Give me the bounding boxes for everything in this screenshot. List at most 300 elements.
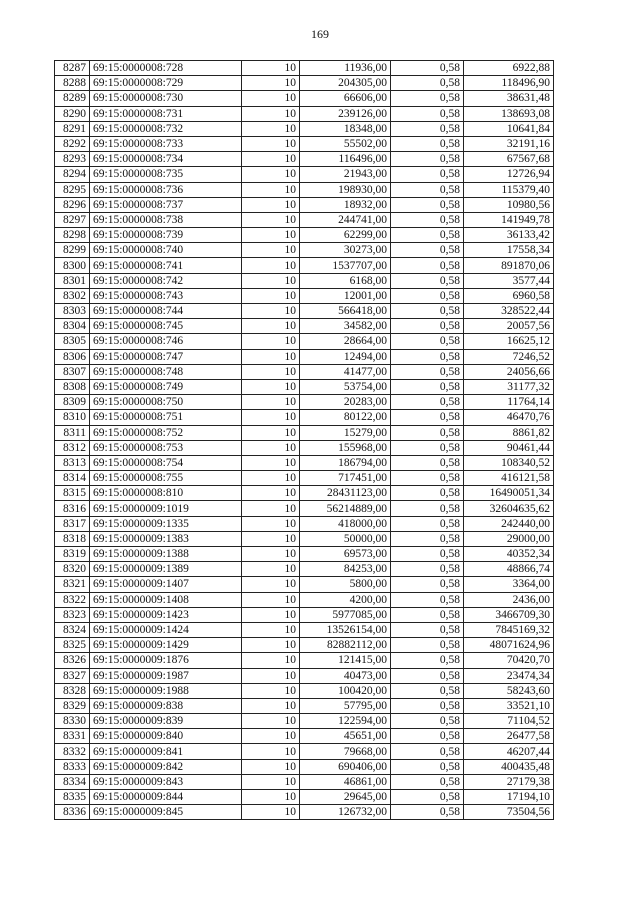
coefficient-cell: 0,58 (391, 410, 464, 425)
row-number-cell: 8307 (55, 364, 90, 379)
cadastral-number-cell: 69:15:0000009:1988 (90, 683, 242, 698)
cadastral-number-cell: 69:15:0000008:743 (90, 288, 242, 303)
table-row (55, 501, 554, 516)
area-cell: 4200,00 (300, 592, 391, 607)
coefficient-cell: 0,58 (391, 197, 464, 212)
cadastral-number-cell: 69:15:0000008:736 (90, 182, 242, 197)
amount-cell: 48071624,96 (464, 638, 554, 653)
coefficient-cell: 0,58 (391, 440, 464, 455)
table-row (55, 91, 554, 106)
amount-cell: 71104,52 (464, 714, 554, 729)
row-number-cell: 8309 (55, 395, 90, 410)
cadastral-number-cell: 69:15:0000009:1383 (90, 531, 242, 546)
coefficient-cell: 0,58 (391, 805, 464, 820)
table-row (55, 319, 554, 334)
rate-cell: 10 (242, 304, 300, 319)
cadastral-number-cell: 69:15:0000008:749 (90, 379, 242, 394)
cadastral-number-cell: 69:15:0000008:741 (90, 258, 242, 273)
coefficient-cell: 0,58 (391, 121, 464, 136)
area-cell: 418000,00 (300, 516, 391, 531)
row-number-cell: 8314 (55, 471, 90, 486)
amount-cell: 138693,08 (464, 106, 554, 121)
coefficient-cell: 0,58 (391, 471, 464, 486)
rate-cell: 10 (242, 653, 300, 668)
rate-cell: 10 (242, 547, 300, 562)
rate-cell: 10 (242, 288, 300, 303)
table-row (55, 364, 554, 379)
area-cell: 62299,00 (300, 228, 391, 243)
coefficient-cell: 0,58 (391, 136, 464, 151)
amount-cell: 108340,52 (464, 455, 554, 470)
area-cell: 56214889,00 (300, 501, 391, 516)
amount-cell: 27179,38 (464, 774, 554, 789)
row-number-cell: 8327 (55, 668, 90, 683)
rate-cell: 10 (242, 61, 300, 76)
amount-cell: 7845169,32 (464, 622, 554, 637)
table-row (55, 197, 554, 212)
row-number-cell: 8294 (55, 167, 90, 182)
cadastral-number-cell: 69:15:0000008:728 (90, 61, 242, 76)
area-cell: 79668,00 (300, 744, 391, 759)
coefficient-cell: 0,58 (391, 152, 464, 167)
amount-cell: 10641,84 (464, 121, 554, 136)
cadastral-number-cell: 69:15:0000008:742 (90, 273, 242, 288)
area-cell: 53754,00 (300, 379, 391, 394)
area-cell: 28664,00 (300, 334, 391, 349)
row-number-cell: 8292 (55, 136, 90, 151)
coefficient-cell: 0,58 (391, 61, 464, 76)
table-row (55, 486, 554, 501)
amount-cell: 32191,16 (464, 136, 554, 151)
amount-cell: 73504,56 (464, 805, 554, 820)
coefficient-cell: 0,58 (391, 668, 464, 683)
table-row (55, 592, 554, 607)
cadastral-number-cell: 69:15:0000009:1424 (90, 622, 242, 637)
area-cell: 126732,00 (300, 805, 391, 820)
table-row (55, 440, 554, 455)
rate-cell: 10 (242, 228, 300, 243)
amount-cell: 328522,44 (464, 304, 554, 319)
coefficient-cell: 0,58 (391, 562, 464, 577)
coefficient-cell: 0,58 (391, 501, 464, 516)
cadastral-number-cell: 69:15:0000009:1335 (90, 516, 242, 531)
coefficient-cell: 0,58 (391, 698, 464, 713)
cadastral-number-cell: 69:15:0000008:731 (90, 106, 242, 121)
row-number-cell: 8335 (55, 790, 90, 805)
row-number-cell: 8325 (55, 638, 90, 653)
cadastral-number-cell: 69:15:0000009:1019 (90, 501, 242, 516)
row-number-cell: 8332 (55, 744, 90, 759)
table-row (55, 228, 554, 243)
table-row (55, 607, 554, 622)
amount-cell: 26477,58 (464, 729, 554, 744)
amount-cell: 36133,42 (464, 228, 554, 243)
row-number-cell: 8316 (55, 501, 90, 516)
area-cell: 69573,00 (300, 547, 391, 562)
row-number-cell: 8334 (55, 774, 90, 789)
amount-cell: 31177,32 (464, 379, 554, 394)
area-cell: 566418,00 (300, 304, 391, 319)
rate-cell: 10 (242, 455, 300, 470)
coefficient-cell: 0,58 (391, 729, 464, 744)
cadastral-number-cell: 69:15:0000008:751 (90, 410, 242, 425)
area-cell: 1537707,00 (300, 258, 391, 273)
amount-cell: 33521,10 (464, 698, 554, 713)
table-row (55, 774, 554, 789)
table-row (55, 136, 554, 151)
row-number-cell: 8312 (55, 440, 90, 455)
cadastral-number-cell: 69:15:0000008:733 (90, 136, 242, 151)
table-row (55, 182, 554, 197)
rate-cell: 10 (242, 592, 300, 607)
amount-cell: 416121,58 (464, 471, 554, 486)
cadastral-number-cell: 69:15:0000009:840 (90, 729, 242, 744)
coefficient-cell: 0,58 (391, 228, 464, 243)
area-cell: 13526154,00 (300, 622, 391, 637)
rate-cell: 10 (242, 440, 300, 455)
coefficient-cell: 0,58 (391, 364, 464, 379)
rate-cell: 10 (242, 471, 300, 486)
cadastral-number-cell: 69:15:0000008:753 (90, 440, 242, 455)
table-row (55, 395, 554, 410)
row-number-cell: 8296 (55, 197, 90, 212)
amount-cell: 8861,82 (464, 425, 554, 440)
rate-cell: 10 (242, 577, 300, 592)
amount-cell: 11764,14 (464, 395, 554, 410)
coefficient-cell: 0,58 (391, 577, 464, 592)
cadastral-number-cell: 69:15:0000009:841 (90, 744, 242, 759)
rate-cell: 10 (242, 197, 300, 212)
amount-cell: 115379,40 (464, 182, 554, 197)
cadastral-number-cell: 69:15:0000008:744 (90, 304, 242, 319)
amount-cell: 58243,60 (464, 683, 554, 698)
table-row (55, 243, 554, 258)
row-number-cell: 8308 (55, 379, 90, 394)
table-row (55, 516, 554, 531)
amount-cell: 16490051,34 (464, 486, 554, 501)
table-row (55, 653, 554, 668)
area-cell: 20283,00 (300, 395, 391, 410)
page-number: 169 (311, 27, 329, 41)
rate-cell: 10 (242, 501, 300, 516)
coefficient-cell: 0,58 (391, 379, 464, 394)
cadastral-number-cell: 69:15:0000009:1388 (90, 547, 242, 562)
rate-cell: 10 (242, 425, 300, 440)
amount-cell: 12726,94 (464, 167, 554, 182)
row-number-cell: 8321 (55, 577, 90, 592)
table-row (55, 167, 554, 182)
rate-cell: 10 (242, 334, 300, 349)
amount-cell: 3466709,30 (464, 607, 554, 622)
coefficient-cell: 0,58 (391, 622, 464, 637)
area-cell: 204305,00 (300, 76, 391, 91)
amount-cell: 29000,00 (464, 531, 554, 546)
rate-cell: 10 (242, 152, 300, 167)
area-cell: 55502,00 (300, 136, 391, 151)
row-number-cell: 8304 (55, 319, 90, 334)
cadastral-number-cell: 69:15:0000008:747 (90, 349, 242, 364)
amount-cell: 118496,90 (464, 76, 554, 91)
rate-cell: 10 (242, 531, 300, 546)
rate-cell: 10 (242, 76, 300, 91)
table-row (55, 152, 554, 167)
row-number-cell: 8315 (55, 486, 90, 501)
table-row (55, 76, 554, 91)
rate-cell: 10 (242, 121, 300, 136)
rate-cell: 10 (242, 683, 300, 698)
table-row (55, 61, 554, 76)
area-cell: 244741,00 (300, 212, 391, 227)
row-number-cell: 8302 (55, 288, 90, 303)
table-row (55, 531, 554, 546)
table-row (55, 577, 554, 592)
area-cell: 717451,00 (300, 471, 391, 486)
cadastral-number-cell: 69:15:0000008:738 (90, 212, 242, 227)
row-number-cell: 8319 (55, 547, 90, 562)
cadastral-number-cell: 69:15:0000008:810 (90, 486, 242, 501)
table-row (55, 683, 554, 698)
coefficient-cell: 0,58 (391, 304, 464, 319)
rate-cell: 10 (242, 729, 300, 744)
rate-cell: 10 (242, 364, 300, 379)
row-number-cell: 8298 (55, 228, 90, 243)
cadastral-number-cell: 69:15:0000008:739 (90, 228, 242, 243)
row-number-cell: 8310 (55, 410, 90, 425)
cadastral-number-cell: 69:15:0000008:752 (90, 425, 242, 440)
amount-cell: 3364,00 (464, 577, 554, 592)
row-number-cell: 8329 (55, 698, 90, 713)
amount-cell: 46207,44 (464, 744, 554, 759)
rate-cell: 10 (242, 379, 300, 394)
rate-cell: 10 (242, 774, 300, 789)
area-cell: 100420,00 (300, 683, 391, 698)
row-number-cell: 8317 (55, 516, 90, 531)
row-number-cell: 8336 (55, 805, 90, 820)
rate-cell: 10 (242, 273, 300, 288)
coefficient-cell: 0,58 (391, 425, 464, 440)
rate-cell: 10 (242, 744, 300, 759)
row-number-cell: 8297 (55, 212, 90, 227)
cadastral-number-cell: 69:15:0000009:1876 (90, 653, 242, 668)
coefficient-cell: 0,58 (391, 759, 464, 774)
coefficient-cell: 0,58 (391, 349, 464, 364)
row-number-cell: 8330 (55, 714, 90, 729)
coefficient-cell: 0,58 (391, 395, 464, 410)
row-number-cell: 8291 (55, 121, 90, 136)
amount-cell: 6960,58 (464, 288, 554, 303)
coefficient-cell: 0,58 (391, 182, 464, 197)
table-row (55, 805, 554, 820)
area-cell: 6168,00 (300, 273, 391, 288)
cadastral-number-cell: 69:15:0000008:735 (90, 167, 242, 182)
cadastral-number-cell: 69:15:0000009:1429 (90, 638, 242, 653)
table-row (55, 744, 554, 759)
amount-cell: 40352,34 (464, 547, 554, 562)
coefficient-cell: 0,58 (391, 288, 464, 303)
rate-cell: 10 (242, 714, 300, 729)
rate-cell: 10 (242, 486, 300, 501)
area-cell: 5800,00 (300, 577, 391, 592)
area-cell: 12001,00 (300, 288, 391, 303)
rate-cell: 10 (242, 668, 300, 683)
table-row (55, 106, 554, 121)
rate-cell: 10 (242, 182, 300, 197)
table-row (55, 410, 554, 425)
rate-cell: 10 (242, 212, 300, 227)
coefficient-cell: 0,58 (391, 683, 464, 698)
coefficient-cell: 0,58 (391, 653, 464, 668)
area-cell: 46861,00 (300, 774, 391, 789)
coefficient-cell: 0,58 (391, 531, 464, 546)
cadastral-number-cell: 69:15:0000009:838 (90, 698, 242, 713)
area-cell: 57795,00 (300, 698, 391, 713)
table-row (55, 258, 554, 273)
area-cell: 45651,00 (300, 729, 391, 744)
row-number-cell: 8322 (55, 592, 90, 607)
area-cell: 11936,00 (300, 61, 391, 76)
rate-cell: 10 (242, 243, 300, 258)
coefficient-cell: 0,58 (391, 76, 464, 91)
rate-cell: 10 (242, 395, 300, 410)
cadastral-number-cell: 69:15:0000008:734 (90, 152, 242, 167)
cadastral-number-cell: 69:15:0000008:732 (90, 121, 242, 136)
rate-cell: 10 (242, 562, 300, 577)
coefficient-cell: 0,58 (391, 638, 464, 653)
coefficient-cell: 0,58 (391, 243, 464, 258)
area-cell: 82882112,00 (300, 638, 391, 653)
table-row (55, 455, 554, 470)
cadastral-number-cell: 69:15:0000008:754 (90, 455, 242, 470)
rate-cell: 10 (242, 759, 300, 774)
table-row (55, 759, 554, 774)
area-cell: 84253,00 (300, 562, 391, 577)
table-row (55, 334, 554, 349)
row-number-cell: 8306 (55, 349, 90, 364)
coefficient-cell: 0,58 (391, 774, 464, 789)
rate-cell: 10 (242, 349, 300, 364)
rate-cell: 10 (242, 136, 300, 151)
rate-cell: 10 (242, 91, 300, 106)
rate-cell: 10 (242, 790, 300, 805)
cadastral-number-cell: 69:15:0000008:729 (90, 76, 242, 91)
area-cell: 18348,00 (300, 121, 391, 136)
area-cell: 198930,00 (300, 182, 391, 197)
coefficient-cell: 0,58 (391, 319, 464, 334)
row-number-cell: 8299 (55, 243, 90, 258)
cadastral-number-cell: 69:15:0000008:740 (90, 243, 242, 258)
area-cell: 122594,00 (300, 714, 391, 729)
area-cell: 15279,00 (300, 425, 391, 440)
cadastral-number-cell: 69:15:0000008:750 (90, 395, 242, 410)
row-number-cell: 8288 (55, 76, 90, 91)
parcel-table (54, 60, 554, 820)
amount-cell: 242440,00 (464, 516, 554, 531)
area-cell: 239126,00 (300, 106, 391, 121)
coefficient-cell: 0,58 (391, 91, 464, 106)
amount-cell: 46470,76 (464, 410, 554, 425)
amount-cell: 16625,12 (464, 334, 554, 349)
coefficient-cell: 0,58 (391, 334, 464, 349)
amount-cell: 10980,56 (464, 197, 554, 212)
table-row (55, 622, 554, 637)
cadastral-number-cell: 69:15:0000008:746 (90, 334, 242, 349)
row-number-cell: 8287 (55, 61, 90, 76)
table-row (55, 698, 554, 713)
rate-cell: 10 (242, 638, 300, 653)
area-cell: 18932,00 (300, 197, 391, 212)
rate-cell: 10 (242, 698, 300, 713)
area-cell: 116496,00 (300, 152, 391, 167)
amount-cell: 24056,66 (464, 364, 554, 379)
table-row (55, 288, 554, 303)
cadastral-number-cell: 69:15:0000009:1407 (90, 577, 242, 592)
area-cell: 5977085,00 (300, 607, 391, 622)
coefficient-cell: 0,58 (391, 486, 464, 501)
coefficient-cell: 0,58 (391, 592, 464, 607)
table-row (55, 273, 554, 288)
area-cell: 21943,00 (300, 167, 391, 182)
rate-cell: 10 (242, 516, 300, 531)
area-cell: 34582,00 (300, 319, 391, 334)
table-row (55, 212, 554, 227)
row-number-cell: 8326 (55, 653, 90, 668)
cadastral-number-cell: 69:15:0000009:839 (90, 714, 242, 729)
amount-cell: 17558,34 (464, 243, 554, 258)
table-row (55, 547, 554, 562)
amount-cell: 70420,70 (464, 653, 554, 668)
coefficient-cell: 0,58 (391, 455, 464, 470)
rate-cell: 10 (242, 167, 300, 182)
cadastral-number-cell: 69:15:0000009:1987 (90, 668, 242, 683)
rate-cell: 10 (242, 622, 300, 637)
parcel-table-body (55, 61, 554, 820)
row-number-cell: 8289 (55, 91, 90, 106)
rate-cell: 10 (242, 805, 300, 820)
row-number-cell: 8313 (55, 455, 90, 470)
coefficient-cell: 0,58 (391, 607, 464, 622)
amount-cell: 20057,56 (464, 319, 554, 334)
row-number-cell: 8331 (55, 729, 90, 744)
row-number-cell: 8320 (55, 562, 90, 577)
amount-cell: 17194,10 (464, 790, 554, 805)
table-row (55, 349, 554, 364)
cadastral-number-cell: 69:15:0000008:730 (90, 91, 242, 106)
table-row (55, 425, 554, 440)
table-row (55, 121, 554, 136)
area-cell: 66606,00 (300, 91, 391, 106)
row-number-cell: 8303 (55, 304, 90, 319)
coefficient-cell: 0,58 (391, 212, 464, 227)
table-row (55, 790, 554, 805)
row-number-cell: 8328 (55, 683, 90, 698)
amount-cell: 67567,68 (464, 152, 554, 167)
cadastral-number-cell: 69:15:0000008:745 (90, 319, 242, 334)
area-cell: 690406,00 (300, 759, 391, 774)
row-number-cell: 8301 (55, 273, 90, 288)
table-row (55, 668, 554, 683)
rate-cell: 10 (242, 319, 300, 334)
row-number-cell: 8300 (55, 258, 90, 273)
area-cell: 12494,00 (300, 349, 391, 364)
cadastral-number-cell: 69:15:0000009:845 (90, 805, 242, 820)
row-number-cell: 8305 (55, 334, 90, 349)
row-number-cell: 8318 (55, 531, 90, 546)
table-row (55, 562, 554, 577)
table-row (55, 379, 554, 394)
coefficient-cell: 0,58 (391, 744, 464, 759)
amount-cell: 891870,06 (464, 258, 554, 273)
amount-cell: 3577,44 (464, 273, 554, 288)
